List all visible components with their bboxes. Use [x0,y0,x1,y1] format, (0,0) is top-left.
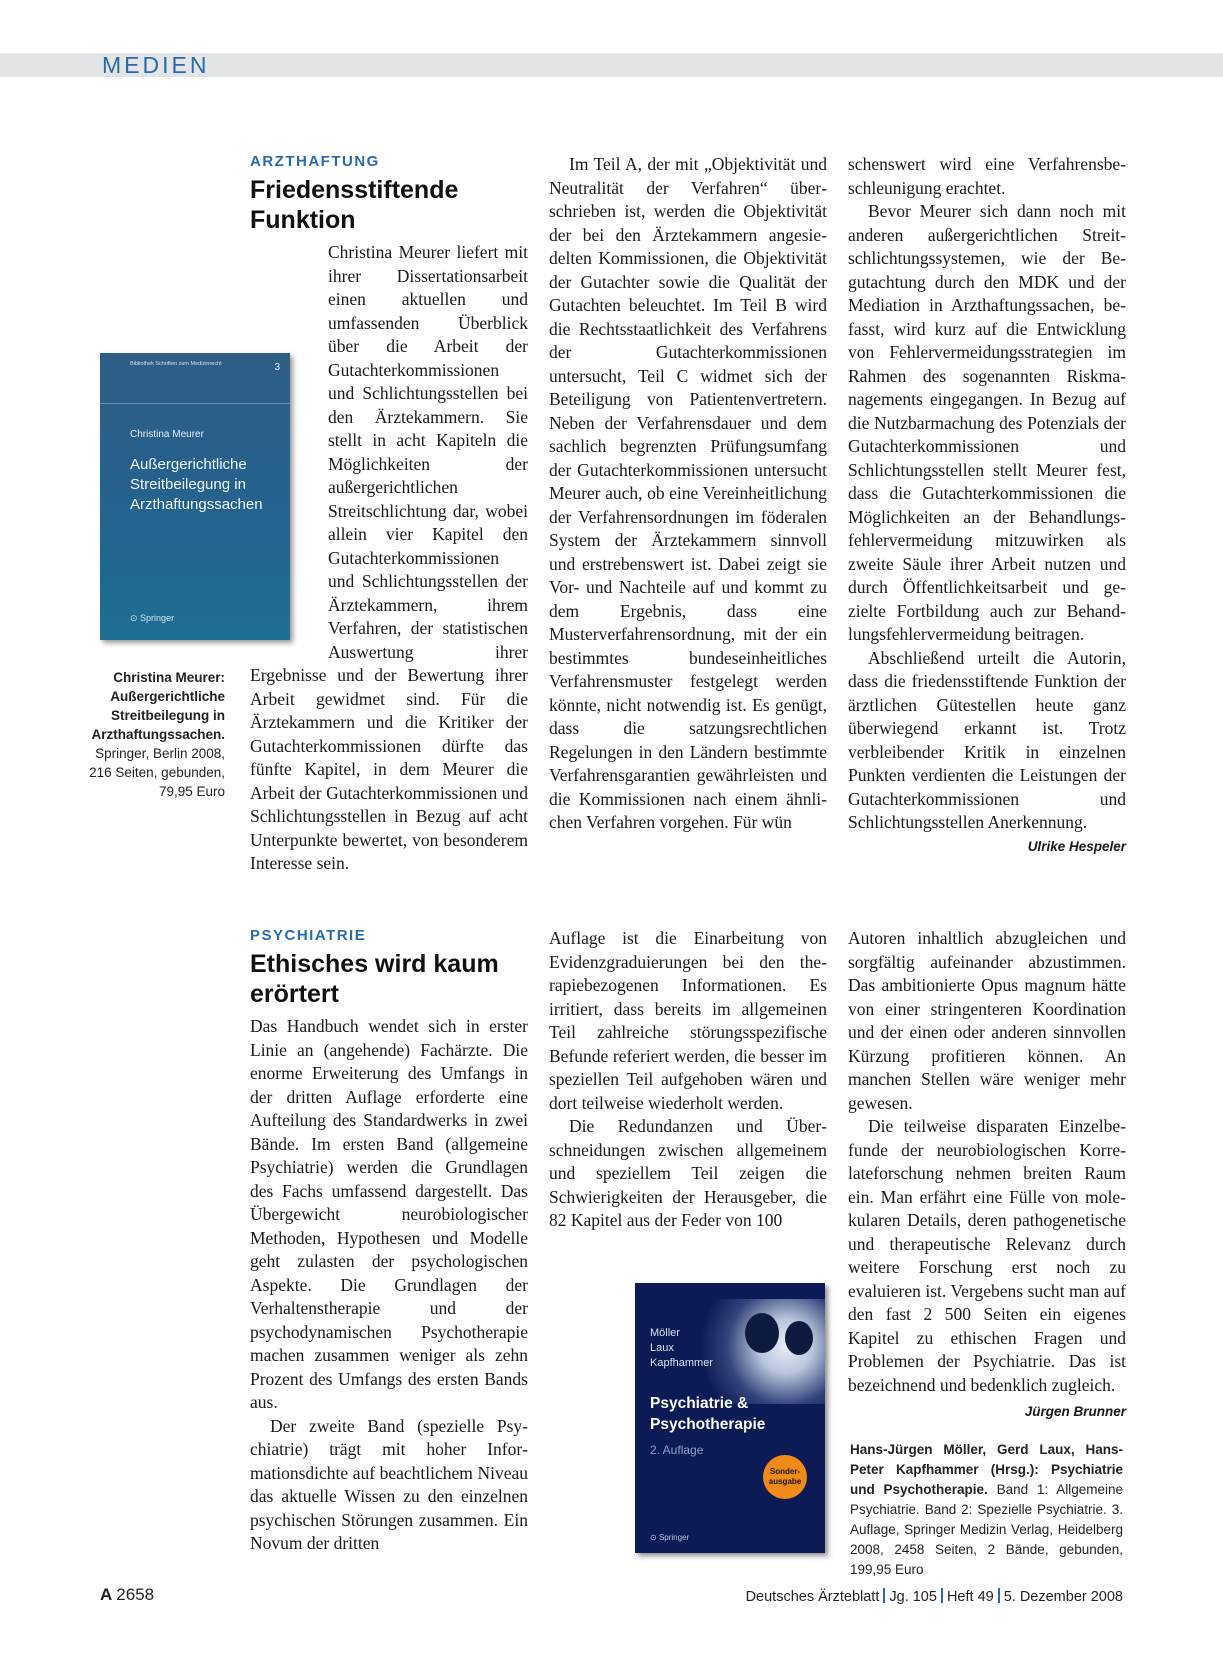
book-title: Außergerichtliche Streitbeilegung in Arzthaftungssachen [130,456,263,513]
footer-separator [941,1588,943,1603]
article1-column-1 [250,153,528,876]
article1-signature: Ulrike Hespeler [1027,838,1126,854]
journal-volume: Jg. 105 [889,1589,937,1605]
footer-citation [746,1588,1123,1605]
article2-signature: Jürgen Brunner [1024,1404,1126,1419]
article2-paragraph: Die Redundanzen und Überschneidungen zwischen allgemeinem und speziellem Teil zeigen die Schwierigkeiten der Herausgeber, die 82 Kapitel aus der Feder von 100 [549,1116,827,1230]
page-number [100,1585,154,1605]
journal-issue: Heft 49 [946,1589,994,1605]
article1-column-2 [549,153,827,835]
book-cover-psychiatrie [635,1283,825,1553]
book-author: Laux [650,1342,674,1354]
article2-kicker: PSYCHIATRIE [250,927,367,944]
special-edition-badge: Sonder-ausgabe [763,1455,807,1499]
book-caption [80,668,225,801]
article1-paragraph: Abschließend urteilt die Autorin, dass die friedensstiftende Funktion der ärztlichen Gütestellen heute ganz überwiegend erkannt ist. Trotz verbleibender Kritik in einzelnen Punkten verdienten die Leistungen der Gutachterkommissionen und Schlichtungsstellen Anerkennung. [848,647,1126,832]
book-publisher-name: Springer [658,1533,690,1542]
article1-paragraph: schenswert wird eine Verfahrensbeschleunigung erachtet. [848,154,1126,198]
book-author: Möller [650,1327,680,1339]
book-wrap-spacer [250,241,328,645]
article1-kicker: ARZTHAFTUNG [250,153,380,170]
bibliography-title: Hans-Jürgen Möller, Gerd Laux, Hans-Peter Kapfhammer (Hrsg.): Psychiatrie und Psychotherapie. [850,1442,1123,1497]
article2-paragraph: Auflage ist die Einarbeitung von Evidenzgraduierungen bei den therapiebezogenen Informationen. Es irritiert, dass bereits im allgemeinen Teil zahlreiche störungsspezifische Befunde referiert werden, die besser im speziellen Teil aufgehoben wären und dort teilweise wiederholt werden. [549,928,827,1113]
article1-column-3 [848,153,1126,858]
article2-paragraph: Autoren inhaltlich abzugleichen und sorgfältig aufeinander abzustimmen. Das ambitionierte Opus magnum hätte von einer stringenteren Koordination und der einen oder anderen sinnvollen Kürzung profitieren können. An manchen Stellen wäre weniger mehr gewesen. [848,928,1126,1113]
article2-paragraph: Das Handbuch wendet sich in erster Linie an (angehende) Fachärzte. Die enorme Erweiterung des Umfangs in der dritten Auflage erforderte eine Aufteilung des Standardwerks in zwei Bände. Im ersten Band (allgemeine Psychiatrie) werden die Grundlagen des Fachs umfassend dargestellt. Das Übergewicht neurobiologischer Methoden, Hypothesen und Modelle geht zulasten der psychologischen Aspekte. Die Grundlagen der Verhaltenstherapie und der psychodynamischen Psychotherapie machen zusammen weniger als zehn Prozent des Umfangs des ersten Bands aus. [250,1016,528,1412]
section-label: MEDIEN [102,52,210,78]
article2-column-2 [549,927,827,1233]
footer-separator [883,1588,885,1603]
book-series-label: Bibliothek Schriften zum Medizinrecht [130,361,222,367]
article2-headline: Ethisches wird kaum erörtert [250,950,499,1008]
book-series-number: 3 [274,362,280,373]
article2-paragraph: Der zweite Band (spezielle Psychiatrie) trägt mit hoher Informationsdichte auf beachtlichem Niveau das aktuelle Wissen zu den einzelnen psychischen Störungen zusammen. Ein Novum der dritten [250,1415,528,1553]
book-author: Kapfhammer [650,1357,713,1369]
page-number-value: 2658 [116,1585,155,1604]
article1-headline: Friedensstiftende Funktion [250,176,459,234]
article1-paragraph: Christina Meurer liefert mit ihrer Dissertationsarbeit einen aktuellen und umfassenden Überblick über die Arbeit der Gutachterkommissionen und Schlichtungsstellen bei den Ärztekammern. Sie stellt in acht Kapiteln die Möglichkeiten der außergerichtlichen Streitschlichtung dar, wobei allein vier Kapitel den Gutachterkommissionen und Schlichtungsstellen der Ärztekammern, ihrem Verfahren, der statistischen Auswertung ihrer Ergebnisse und der Bewertung ihrer Arbeit gewidmet sind. Für die Ärztekammern und die Kritiker der Gutachterkommissionen dürfte das fünfte Kapitel, in dem Meurer die Arbeit der Gutachterkommissionen und Schlichtungsstellen in Bezug auf acht Unterpunkte bewertet, von besonderem Interesse sein. [250,242,528,873]
caption-title: Christina Meurer: Außergerichtliche Streitbeilegung in Arzthaftungssachen. [91,670,225,742]
book-publisher-name: Springer [140,613,175,623]
article2-paragraph-text: Die teilweise disparaten Einzelbefunde der neurobiologischen Korrelateforschung nehmen breiten Raum ein. Man erfährt eine Fülle von molekularen Details, deren pathogenetische und therapeutische Relevanz durch weitere Forschung erst noch zu evaluieren ist. Vergebens sucht man auf den fast 2 500 Seiten ein eigenes Kapitel zu ethischen Fragen und Problemen der Psychiatrie. Das ist bezeichnend und bedenklich zugleich. [848,1116,1126,1395]
silhouette-icon [745,1313,779,1353]
book-author: Christina Meurer [130,429,204,440]
book-publisher: ⊙ Springer [130,613,175,623]
journal-date: 5. Dezember 2008 [1003,1589,1123,1605]
journal-name: Deutsches Ärzteblatt [745,1589,880,1605]
silhouette-icon [785,1321,813,1355]
article2-column-3 [848,927,1126,1424]
bibliography-details: Band 1: Allgemeine Psychiatrie. Band 2: Spezielle Psychiatrie. 3. Auflage, Springer Medizin Verlag, Heidelberg 2008, 2458 Seiten, 2 Bände, gebunden, 199,95 Euro [850,1482,1123,1577]
article2-paragraph [848,1115,1126,1419]
article2-column-1 [250,927,528,1556]
book-title: Psychiatrie & Psychotherapie [650,1395,766,1433]
book-publisher: ⊙ Springer [650,1533,690,1542]
book-authors [650,1326,713,1371]
caption-details: Springer, Berlin 2008, 216 Seiten, gebunden, 79,95 Euro [89,746,225,799]
article1-paragraph: Bevor Meurer sich dann noch mit anderen außergerichtlichen Streitschlichtungssystemen, wie der Begutachtung durch den MDK und der Mediation in Arzthaftungssachen, befasst, wird kurz auf die Entwicklung von Fehlervermeidungsstrategien im Rahmen des sogenannten Riskmanagements eingegangen. In Bezug auf die Nutzbarmachung des Potenzials der Gutachterkommissionen und Schlichtungsstellen stellt Meurer fest, dass die Gutachterkommissionen die Möglichkeiten an der Behandlungsfehlervermeidung mitzuwirken als zweite Säule ihrer Arbeit nutzen und durch Öffentlichkeitsarbeit und gezielte Fortbildung auch zur Behandlungsfehlervermeidung beitragen. [848,201,1126,644]
article1-paragraph: Im Teil A, der mit „Objektivität und Neutralität der Verfahren“ überschrieben ist, werden die Objektivität der bei den Ärztekammern angesiedelten Kommissionen, die Objektivität der Gutachter sowie die Qualität der Gutachten beleuchtet. Im Teil B wird die Rechtsstaatlichkeit des Verfahrens der Gutachterkommissionen untersucht, Teil C widmet sich der Beteiligung von Patientenvertretern. Neben der Verfahrensdauer und dem sachlich begrenzten Prüfungsumfang der Gutachterkommissionen untersucht Meurer auch, ob eine Vereinheitlichung der Verfahrensordnungen im föderalen System der Ärztekammern sinnvoll und erstrebenswert ist. Dabei zeigt sie Vor- und Nachteile auf und kommt zu dem Ergebnis, dass eine Musterverfahrensordnung, mit der ein bestimmtes bundeseinheitliches Verfahrensmuster festgelegt werden könnte, nicht notwendig ist. Es genügt, dass die satzungsrechtlichen Regelungen in den Ländern bestimmte Verfahrensgarantien gewährleisten und die Kommissionen nach einem ähnlichen Verfahren vorgehen. Für wün [549,154,827,832]
book-edition: 2. Auflage [650,1443,704,1457]
book-bibliography [850,1440,1123,1580]
page-prefix: A [100,1585,113,1604]
footer-separator [998,1588,1000,1603]
